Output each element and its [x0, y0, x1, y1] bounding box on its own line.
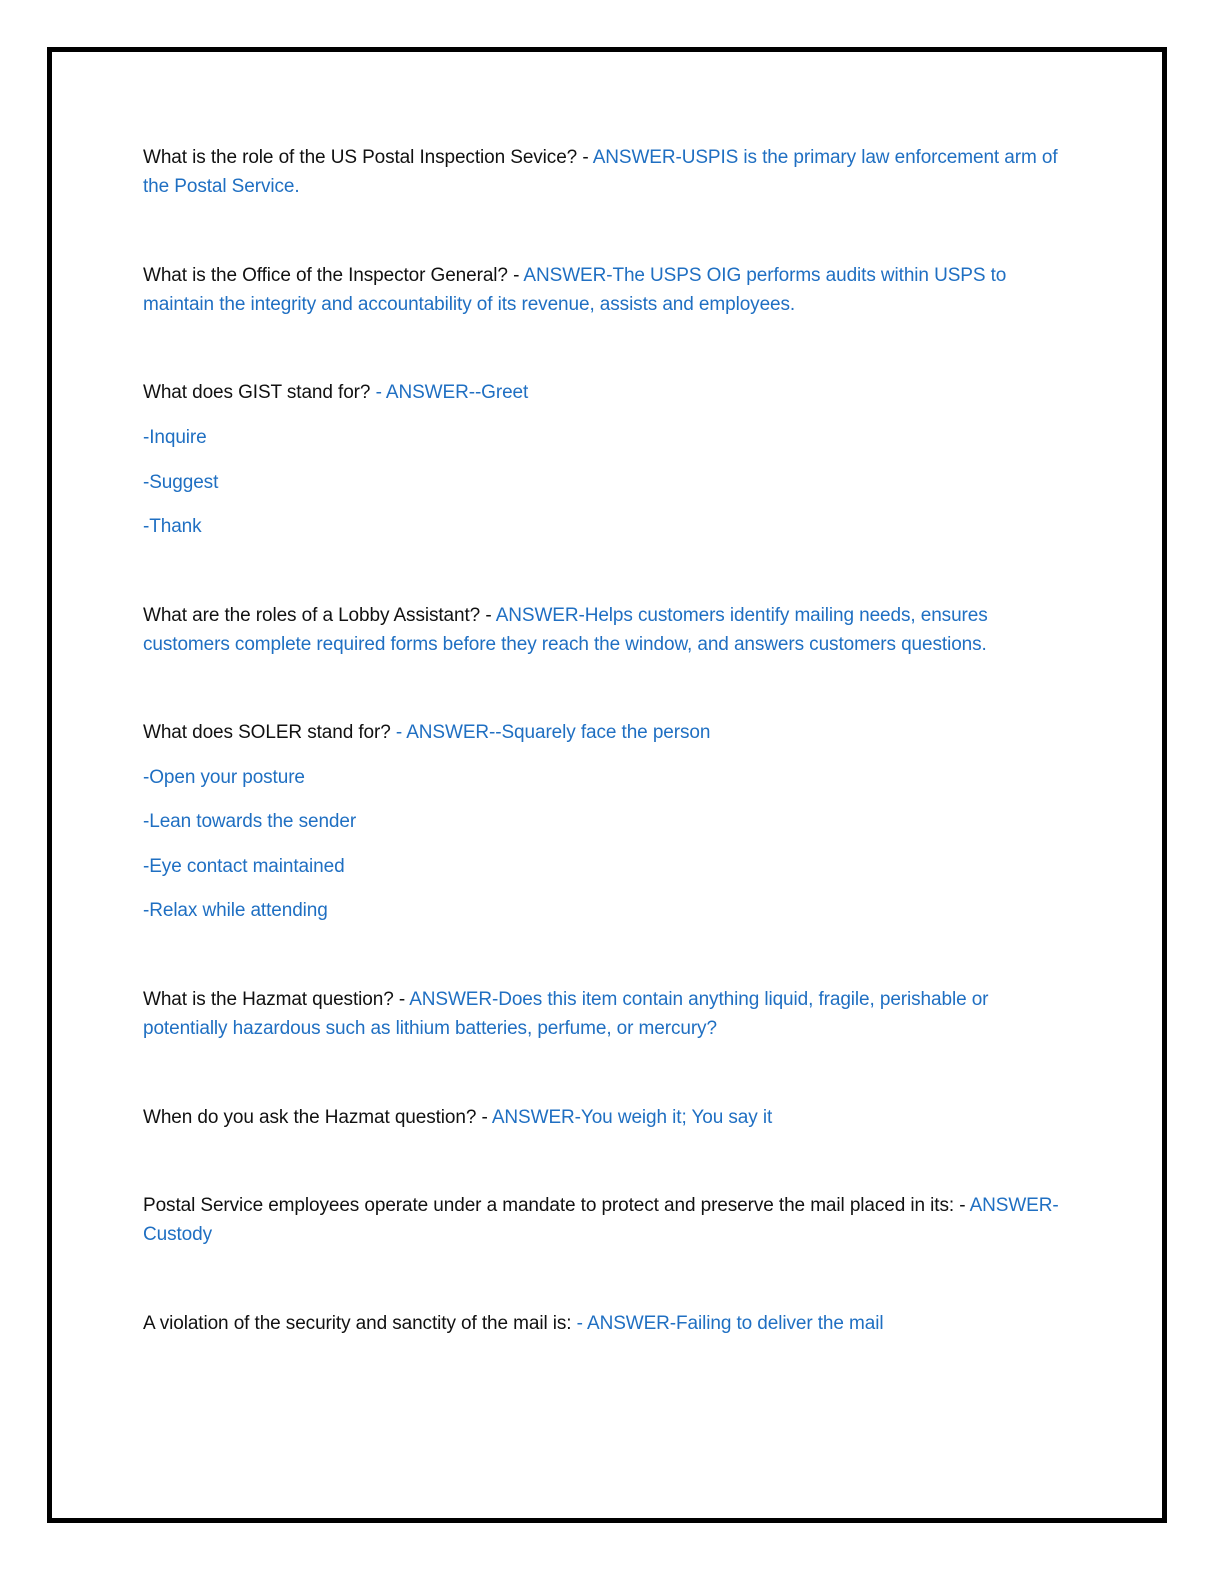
answer-list-line: -Lean towards the sender: [143, 811, 357, 832]
qa-item: [143, 261, 1073, 319]
answer-text: ANSWER-Does this item contain anything liquid, fragile, perishable or potentially hazardous such as lithium batteries, perfume, or mercury?: [143, 989, 989, 1039]
answer-text: - ANSWER-Failing to deliver the mail: [576, 1313, 884, 1334]
qa-item: [143, 143, 1073, 201]
answer-text: - ANSWER--Squarely face the person: [395, 722, 711, 743]
qa-item: [143, 985, 1073, 1043]
answer-text: ANSWER-USPIS is the primary law enforcement arm of the Postal Service.: [143, 147, 1058, 197]
qa-item: [143, 378, 1073, 407]
answer-list-line: -Thank: [143, 516, 202, 537]
answer-text: ANSWER-You weigh it; You say it: [491, 1107, 773, 1128]
qa-item: [143, 601, 1073, 659]
question-text: A violation of the security and sanctity of the mail is:: [143, 1313, 577, 1334]
qa-item: [143, 1309, 1073, 1338]
answer-list-line: -Inquire: [143, 427, 207, 448]
answer-list-line: -Eye contact maintained: [143, 856, 345, 877]
answer-text: ANSWER-The USPS OIG performs audits within USPS to maintain the integrity and accountability of its revenue, assists and employees.: [143, 265, 1007, 315]
qa-item: [143, 1103, 1073, 1132]
question-text: What is the Hazmat question? -: [143, 989, 410, 1010]
question-text: What does SOLER stand for?: [143, 722, 396, 743]
answer-list-line: -Relax while attending: [143, 900, 328, 921]
answer-list-line: -Suggest: [143, 472, 219, 493]
question-text: When do you ask the Hazmat question? -: [143, 1107, 492, 1128]
question-text: What are the roles of a Lobby Assistant? -: [143, 605, 496, 626]
qa-item: [143, 1191, 1073, 1249]
answer-text: ANSWER-Helps customers identify mailing needs, ensures customers complete required forms before they reach the window, and answers customers questions.: [143, 605, 988, 655]
question-text: Postal Service employees operate under a mandate to protect and preserve the mail placed in its: -: [143, 1195, 970, 1216]
question-text: What is the Office of the Inspector General? -: [143, 265, 524, 286]
qa-item: [143, 718, 1073, 747]
question-text: What does GIST stand for?: [143, 382, 376, 403]
answer-text: ANSWER-Custody: [143, 1195, 1059, 1245]
answer-text: - ANSWER--Greet: [375, 382, 529, 403]
answer-list-line: -Open your posture: [143, 767, 305, 788]
question-text: What is the role of the US Postal Inspection Sevice? -: [143, 147, 593, 168]
